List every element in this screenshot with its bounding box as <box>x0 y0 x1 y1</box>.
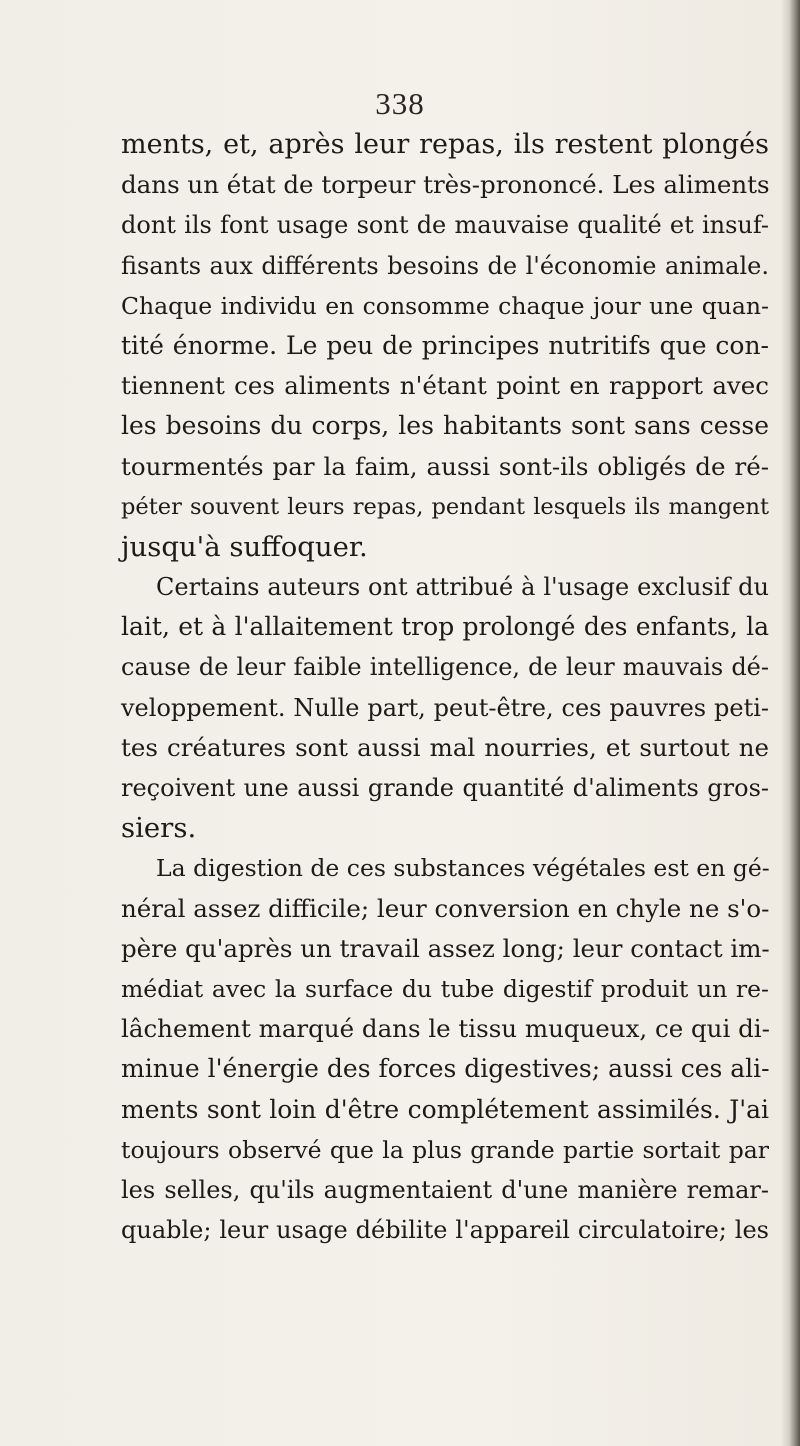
text-line: dans un état de torpeur très-prononcé. Les aliments <box>121 170 770 200</box>
text-line: ments sont loin d'être complétement assimilés. J'ai <box>121 1094 769 1124</box>
text-line: dont ils font usage sont de mauvaise qualité et insuf- <box>121 211 769 240</box>
text-line: fisants aux différents besoins de l'économie animale. <box>121 251 769 280</box>
page-edge-shadow <box>782 0 800 1446</box>
text-line: La digestion de ces substances végétales est en gé- <box>156 854 770 883</box>
text-line: Chaque individu en consomme chaque jour une quan- <box>121 291 769 320</box>
text-line: tes créatures sont aussi mal nourries, et surtout ne <box>121 732 769 762</box>
text-line: lait, et à l'allaitement trop prolongé des enfants, la <box>121 612 769 642</box>
page-number: 338 <box>375 86 425 121</box>
text-line: médiat avec la surface du tube digestif produit un re- <box>121 974 769 1003</box>
text-line: toujours observé que la plus grande partie sortait par <box>121 1135 769 1164</box>
text-line: péter souvent leurs repas, pendant lesquels ils mangent <box>121 493 769 520</box>
text-line: les selles, qu'ils augmentaient d'une manière remar- <box>121 1175 769 1204</box>
text-line: quable; leur usage débilite l'appareil circulatoire; les <box>121 1216 769 1245</box>
text-line: tité énorme. Le peu de principes nutritifs que con- <box>121 330 769 360</box>
text-line: veloppement. Nulle part, peut-être, ces pauvres peti- <box>121 693 769 722</box>
text-line: minue l'énergie des forces digestives; aussi ces ali- <box>121 1054 770 1084</box>
text-line: lâchement marqué dans le tissu muqueux, ce qui di- <box>121 1014 770 1044</box>
text-line: ments, et, après leur repas, ils restent plongés <box>121 129 769 160</box>
text-line: tourmentés par la faim, aussi sont-ils obligés de ré- <box>121 451 769 481</box>
body-text <box>121 125 769 1250</box>
text-line: néral assez difficile; leur conversion en chyle ne s'o- <box>121 893 770 923</box>
text-line: cause de leur faible intelligence, de leur mauvais dé- <box>121 653 769 682</box>
text-line: Certains auteurs ont attribué à l'usage exclusif du <box>156 573 769 602</box>
text-line: tiennent ces aliments n'étant point en rapport avec <box>121 371 769 401</box>
text-line: les besoins du corps, les habitants sont sans cesse <box>121 411 769 441</box>
text-line: père qu'après un travail assez long; leur contact im- <box>121 933 770 963</box>
text-line: reçoivent une aussi grande quantité d'aliments gros- <box>121 774 769 802</box>
text-line: siers. <box>121 812 197 845</box>
text-line: jusqu'à suffoquer. <box>121 530 368 563</box>
